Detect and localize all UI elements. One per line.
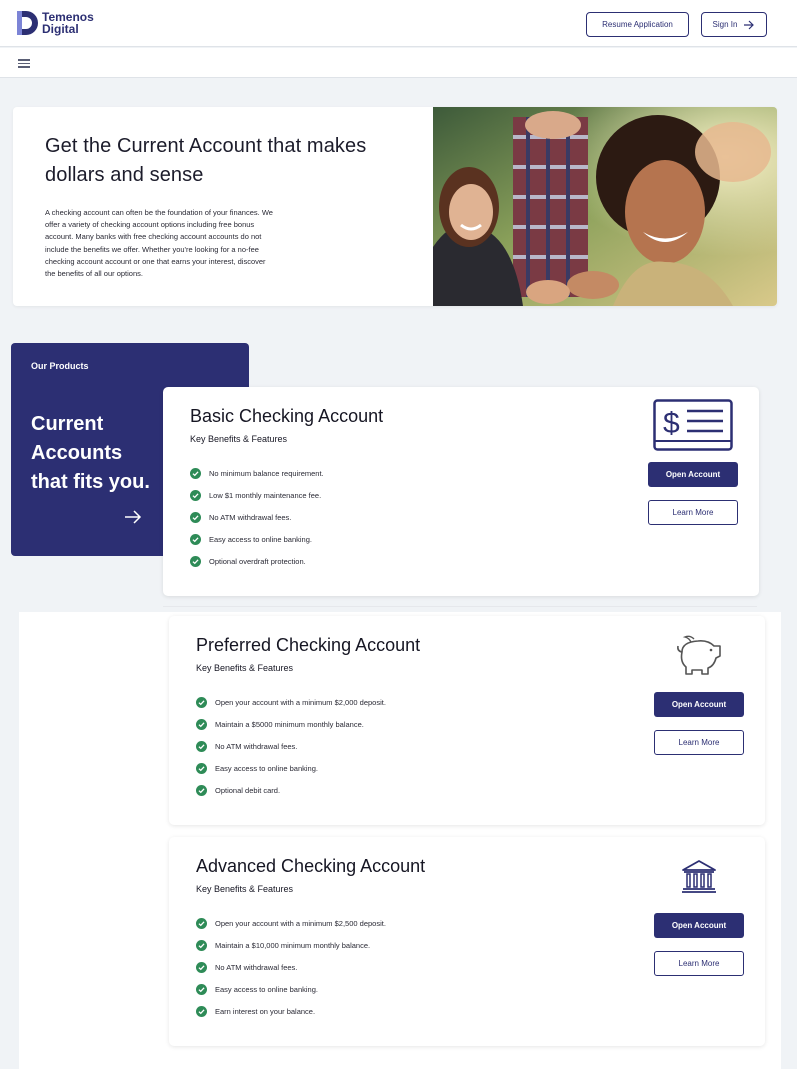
preferred-checking-card (169, 616, 765, 825)
feature-item (196, 912, 386, 934)
temenos-logo[interactable] (16, 9, 94, 37)
check-circle-icon (196, 1006, 207, 1017)
learn-more-button[interactable]: Learn More (654, 730, 744, 755)
feature-item (196, 713, 386, 735)
card-subtitle: Key Benefits & Features (196, 884, 294, 894)
feature-text: Easy access to online banking. (215, 984, 318, 994)
card-title: Basic Checking Account (190, 406, 384, 426)
logo-text (42, 11, 94, 35)
feature-item (196, 956, 386, 978)
dollar-check-icon (653, 399, 733, 451)
open-account-button[interactable]: Open Account (654, 692, 744, 717)
feature-item (196, 757, 386, 779)
check-circle-icon (196, 741, 207, 752)
feature-list (196, 912, 386, 1022)
card-divider (163, 606, 757, 607)
piggy-bank-icon (674, 634, 724, 676)
feature-list (190, 462, 324, 572)
check-circle-icon (190, 534, 201, 545)
feature-text: No ATM withdrawal fees. (215, 741, 298, 751)
feature-text: No ATM withdrawal fees. (209, 512, 292, 522)
sign-in-button[interactable] (701, 12, 767, 37)
learn-more-button[interactable]: Learn More (648, 500, 738, 525)
card-subtitle: Key Benefits & Features (190, 434, 288, 444)
check-circle-icon (196, 984, 207, 995)
feature-item (190, 484, 324, 506)
bank-building-icon (681, 859, 717, 893)
advanced-checking-card (169, 837, 765, 1046)
feature-text: Open your account with a minimum $2,500 deposit. (215, 918, 386, 928)
feature-text: Earn interest on your balance. (215, 1006, 316, 1016)
check-circle-icon (190, 490, 201, 501)
feature-item (196, 978, 386, 1000)
hero-description: A checking account can often be the foundation of your finances. We offer a variety of checking account options including free bonus account. Many banks with free checking account accounts do not include the benefits we offer. Whether you're looking for a no-fee checking account account or one that earns your interest, discover the benefits of all our options. (45, 208, 273, 279)
feature-text: Maintain a $10,000 minimum monthly balance. (215, 940, 371, 950)
feature-text: Easy access to online banking. (209, 534, 312, 544)
check-circle-icon (196, 962, 207, 973)
feature-item (196, 735, 386, 757)
feature-item (196, 934, 386, 956)
svg-text:$: $ (663, 407, 680, 440)
open-account-button[interactable]: Open Account (654, 913, 744, 938)
check-circle-icon (190, 468, 201, 479)
sub-navigation-bar (0, 48, 797, 78)
card-title: Advanced Checking Account (196, 856, 426, 876)
card-title: Preferred Checking Account (196, 635, 421, 655)
feature-item (196, 691, 386, 713)
open-account-button[interactable]: Open Account (648, 462, 738, 487)
hero-photo-people-laughing (433, 107, 777, 306)
check-circle-icon (190, 556, 201, 567)
feature-text: Low $1 monthly maintenance fee. (209, 490, 322, 500)
hero-banner (13, 107, 777, 306)
sign-in-arrow-icon (743, 20, 755, 30)
logo-line-1: Temenos (42, 10, 94, 24)
feature-text: No ATM withdrawal fees. (215, 962, 298, 972)
basic-checking-card (163, 387, 759, 596)
logo-mark-icon (16, 9, 38, 37)
check-circle-icon (196, 719, 207, 730)
check-circle-icon (190, 512, 201, 523)
feature-list (196, 691, 386, 801)
feature-text: Optional debit card. (215, 785, 281, 795)
resume-application-button[interactable]: Resume Application (586, 12, 689, 37)
check-circle-icon (196, 697, 207, 708)
hamburger-menu-icon[interactable] (18, 59, 30, 68)
learn-more-button[interactable]: Learn More (654, 951, 744, 976)
feature-item (196, 779, 386, 801)
check-circle-icon (196, 763, 207, 774)
feature-text: Maintain a $5000 minimum monthly balance. (215, 719, 364, 729)
products-arrow-icon[interactable] (124, 510, 142, 524)
feature-item (190, 462, 324, 484)
products-eyebrow: Our Products (31, 361, 89, 371)
feature-item (190, 550, 324, 572)
check-circle-icon (196, 918, 207, 929)
products-heading: Current Accounts that fits you. (31, 413, 150, 493)
card-subtitle: Key Benefits & Features (196, 663, 294, 673)
hero-title: Get the Current Account that makes dollars and sense (45, 135, 367, 186)
logo-line-2: Digital (42, 22, 79, 36)
feature-text: Open your account with a minimum $2,000 deposit. (215, 697, 386, 707)
top-header (0, 0, 797, 47)
feature-text: No minimum balance requirement. (209, 468, 324, 478)
feature-text: Optional overdraft protection. (209, 556, 306, 566)
sign-in-label: Sign In (712, 20, 738, 29)
feature-item (190, 506, 324, 528)
feature-text: Easy access to online banking. (215, 763, 318, 773)
feature-item (196, 1000, 386, 1022)
feature-item (190, 528, 324, 550)
check-circle-icon (196, 785, 207, 796)
check-circle-icon (196, 940, 207, 951)
